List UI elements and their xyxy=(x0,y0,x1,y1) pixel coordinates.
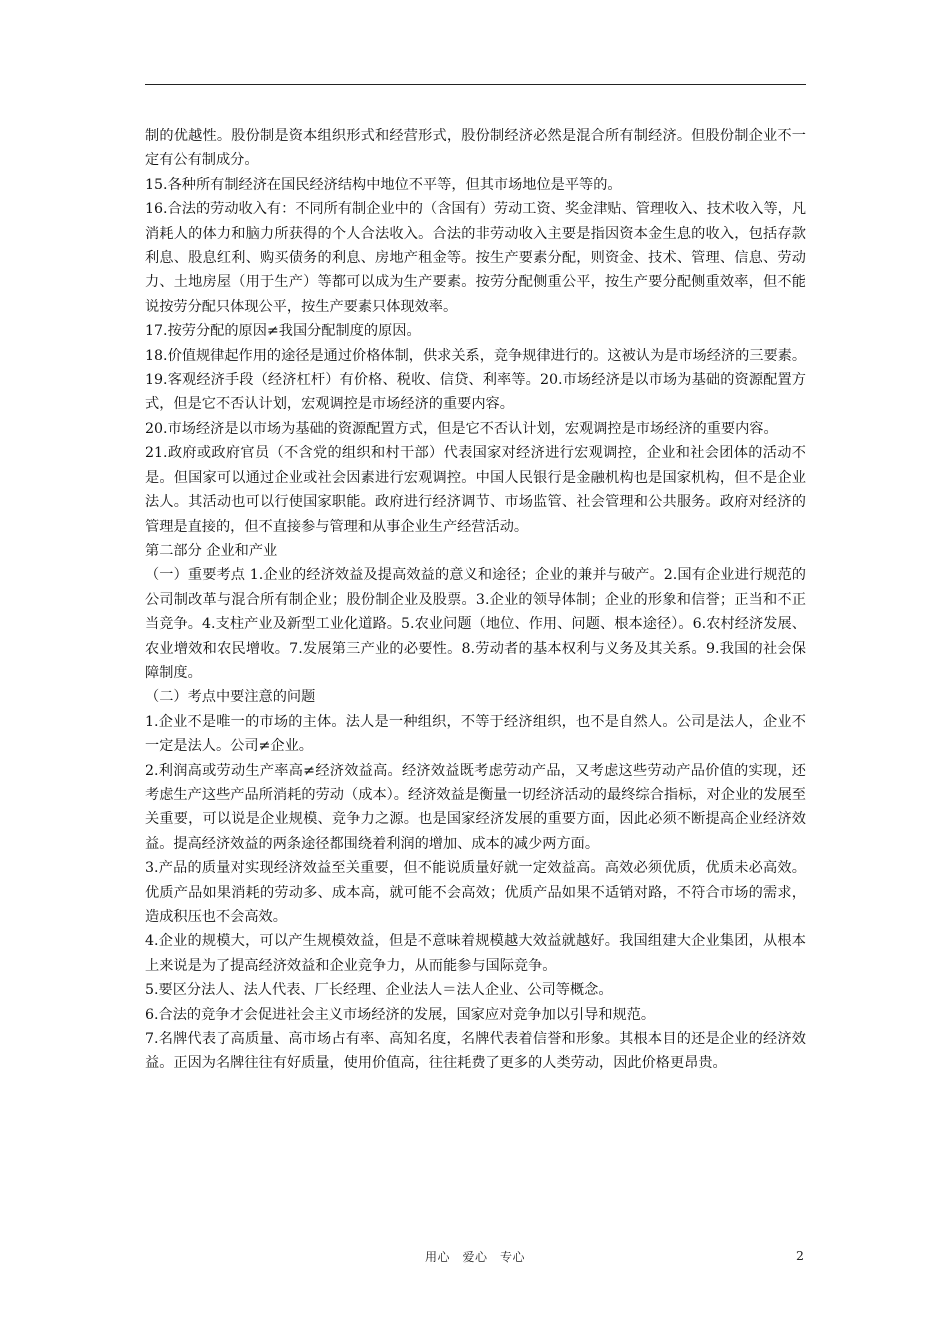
paragraph: （一）重要考点 1.企业的经济效益及提高效益的意义和途径；企业的兼并与破产。2.国有企业进行规范的公司制改革与混合所有制企业；股份制企业及股票。3.企业的领导体制；企业的形象和信誉；正当和不正当竞争。4.支柱产业及新型工业化道路。5.农业问题（地位、作用、问题、根本途径）。6.农村经济发展、农业增效和农民增收。7.发展第三产业的必要性。8.劳动者的基本权利与义务及其关系。9.我国的社会保障制度。 xyxy=(145,567,806,681)
paragraph: 21.政府或政府官员（不含党的组织和村干部）代表国家对经济进行宏观调控，企业和社会团体的活动不是。但国家可以通过企业或社会因素进行宏观调控。中国人民银行是金融机构也是国家机构，但不是企业法人。其活动也可以行使国家职能。政府进行经济调节、市场监管、社会管理和公共服务。政府对经济的管理是直接的，但不直接参与管理和从事企业生产经营活动。 xyxy=(145,445,806,535)
paragraph: 16.合法的劳动收入有：不同所有制企业中的（含国有）劳动工资、奖金津贴、管理收入、技术收入等，凡消耗人的体力和脑力所获得的个人合法收入。合法的非劳动收入主要是指因资本金生息的收入，包括存款利息、股息红利、购买债务的利息、房地产租金等。按生产要素分配，则资金、技术、管理、信息、劳动力、土地房屋（用于生产）等都可以成为生产要素。按劳分配侧重公平，按生产要分配侧重效率，但不能说按劳分配只体现公平，按生产要素只体现效率。 xyxy=(145,201,807,315)
paragraph: 3.产品的质量对实现经济效益至关重要，但不能说质量好就一定效益高。高效必须优质，优质未必高效。优质产品如果消耗的劳动多、成本高，就可能不会高效；优质产品如果不适销对路，不符合市场的需求，造成积压也不会高效。 xyxy=(145,860,806,925)
header-rule xyxy=(145,84,806,85)
paragraph: 20.市场经济是以市场为基础的资源配置方式，但是它不否认计划，宏观调控是市场经济的重要内容。 xyxy=(145,420,778,437)
section-heading: 第二部分 企业和产业 xyxy=(145,542,278,559)
subsection-heading: （二）考点中要注意的问题 xyxy=(145,689,316,706)
page-number: 2 xyxy=(796,1248,804,1263)
paragraph: 15.各种所有制经济在国民经济结构中地位不平等，但其市场地位是平等的。 xyxy=(145,176,622,193)
paragraph: 制的优越性。股份制是资本组织形式和经营形式，股份制经济必然是混合所有制经济。但股份制企业不一定有公有制成分。 xyxy=(145,128,806,169)
paragraph: 18.价值规律起作用的途径是通过价格体制，供求关系，竞争规律进行的。这被认为是市场经济的三要素。 xyxy=(145,347,807,364)
paragraph: 1.企业不是唯一的市场的主体。法人是一种组织，不等于经济组织，也不是自然人。公司是法人，企业不一定是法人。公司≠企业。 xyxy=(145,713,806,755)
paragraph: 6.合法的竞争才会促进社会主义市场经济的发展，国家应对竞争加以引导和规范。 xyxy=(145,1006,656,1023)
paragraph: 17.按劳分配的原因≠我国分配制度的原因。 xyxy=(145,323,421,340)
document-body xyxy=(145,124,806,1076)
paragraph: 5.要区分法人、法人代表、厂长经理、企业法人＝法人企业、公司等概念。 xyxy=(145,982,613,999)
footer-text: 用心 爱心 专心 xyxy=(424,1250,525,1264)
paragraph: 4.企业的规模大，可以产生规模效益，但是不意味着规模越大效益就越好。我国组建大企业集团，从根本上来说是为了提高经济效益和企业竞争力，从而能参与国际竞争。 xyxy=(145,933,806,974)
paragraph: 7.名牌代表了高质量、高市场占有率、高知名度，名牌代表着信誉和形象。其根本目的还是企业的经济效益。正因为名牌往往有好质量，使用价值高，往往耗费了更多的人类劳动，因此价格更昂贵。 xyxy=(145,1031,806,1072)
paragraph: 2.利润高或劳动生产率高≠经济效益高。经济效益既考虑劳动产品，又考虑这些劳动产品价值的实现，还考虑生产这些产品所消耗的劳动（成本）。经济效益是衡量一切经济活动的最终综合指标，对企业的发展至关重要，可以说是企业规模、竞争力之源。也是国家经济发展的重要方面，因此必须不断提高企业经济效益。提高经济效益的两条途径都围绕着利润的增加、成本的减少两方面。 xyxy=(145,762,806,852)
paragraph: 19.客观经济手段（经济杠杆）有价格、税收、信贷、利率等。20.市场经济是以市场为基础的资源配置方式，但是它不否认计划，宏观调控是市场经济的重要内容。 xyxy=(145,372,806,413)
